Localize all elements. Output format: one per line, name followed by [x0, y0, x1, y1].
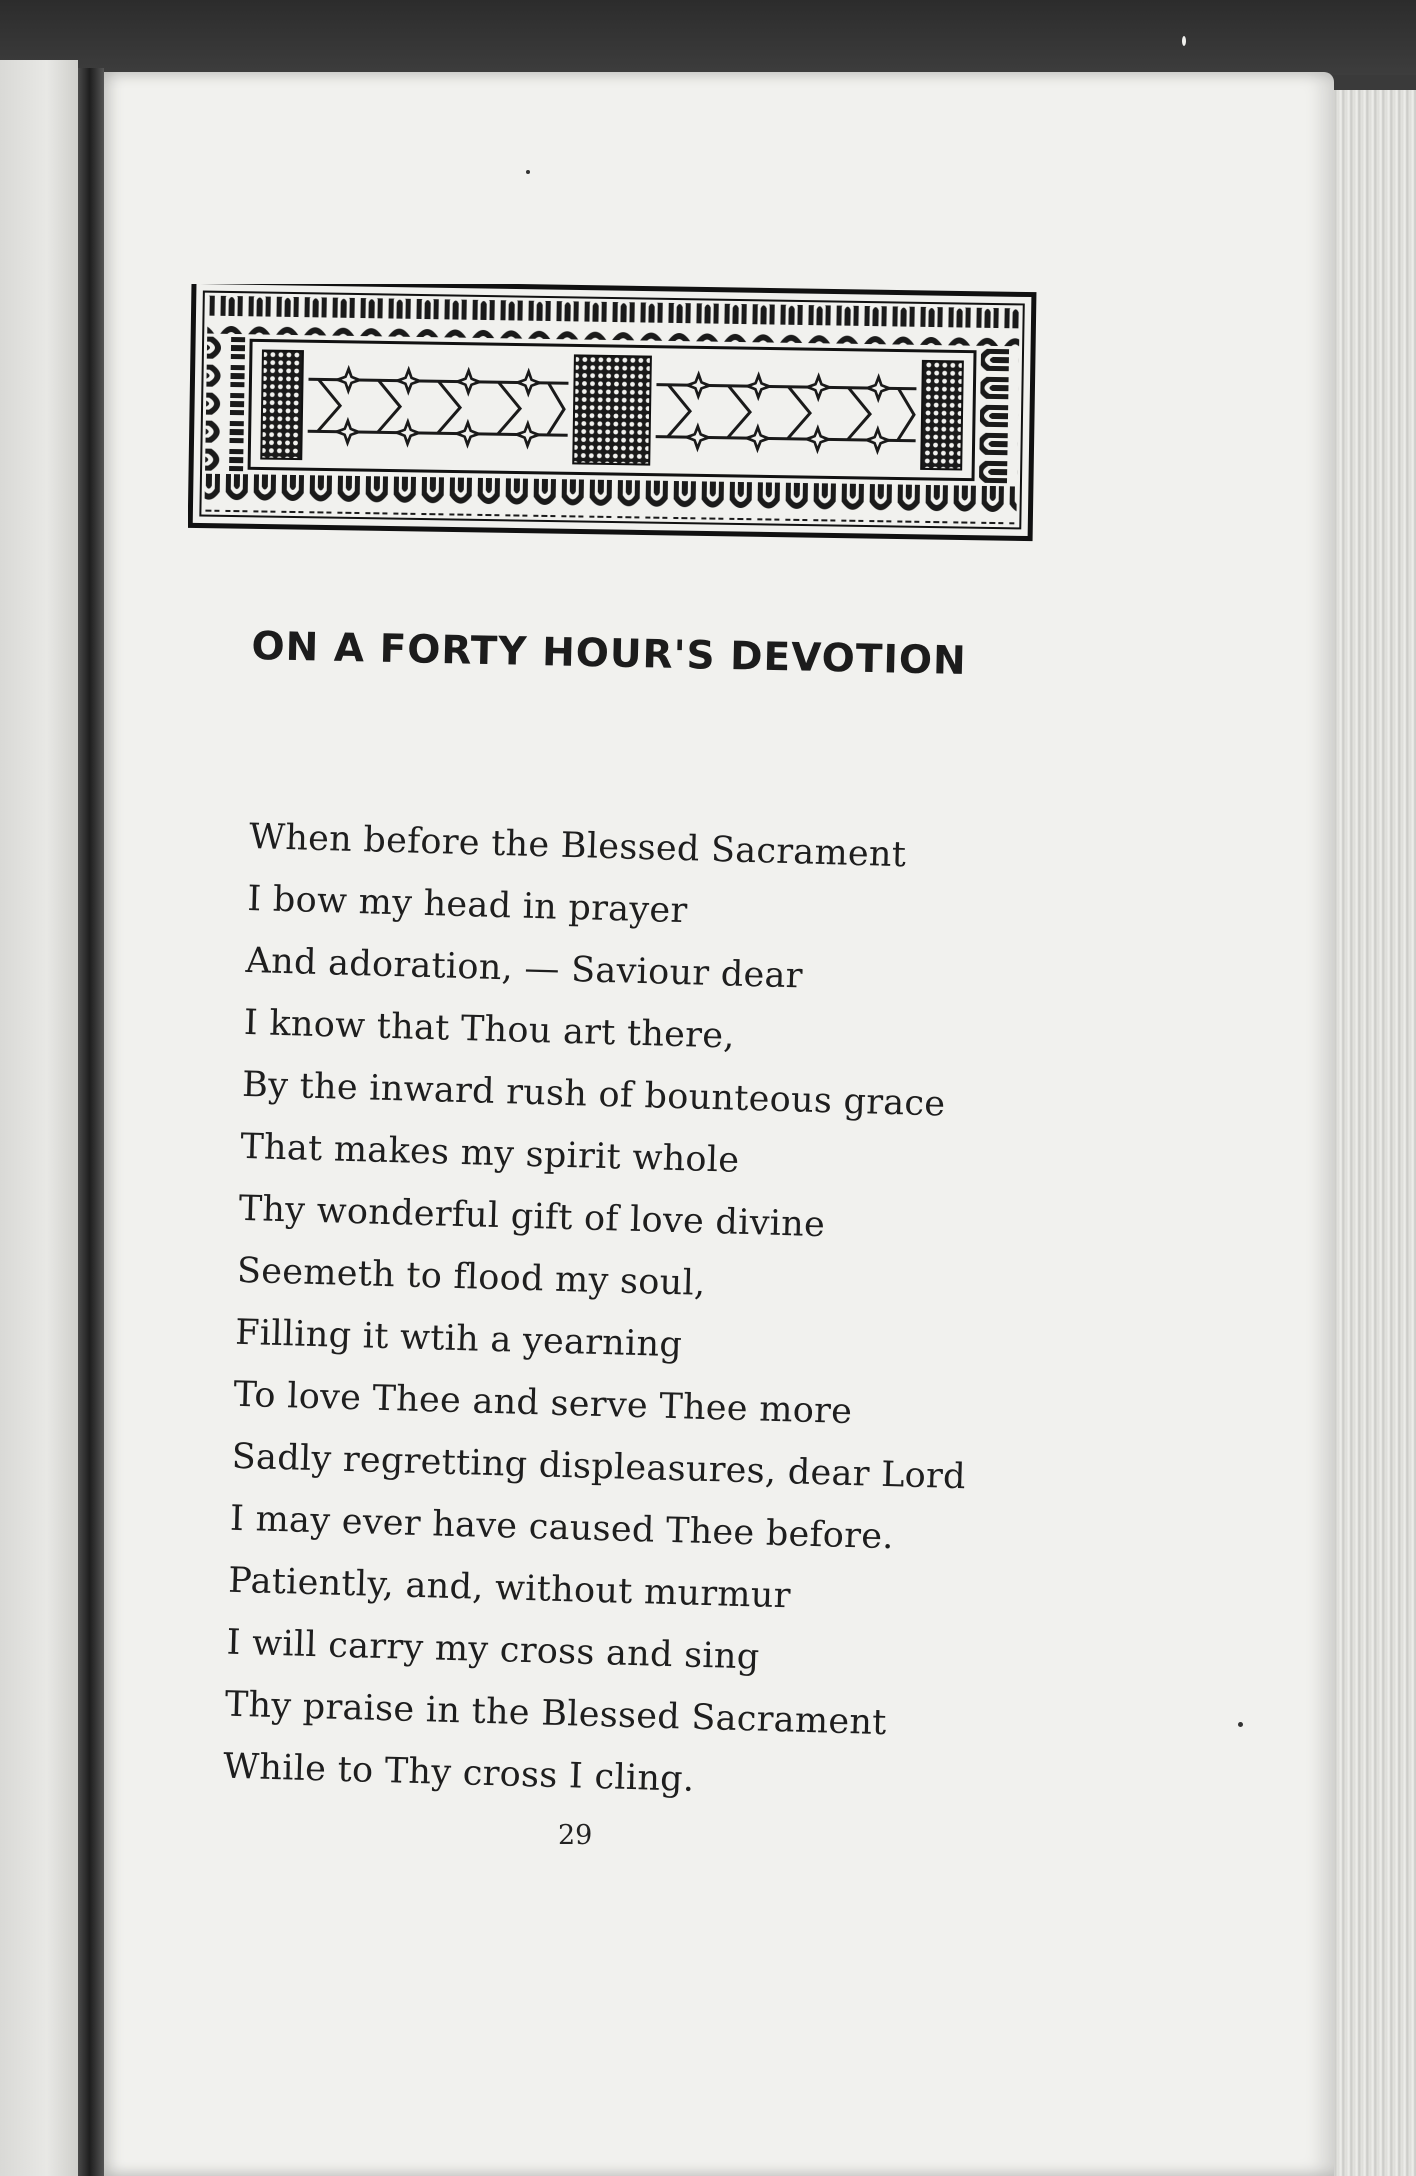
background-shadow	[0, 0, 1416, 75]
poem-line: I bow my head in prayer	[246, 878, 689, 932]
poem-line: I may ever have caused Thee before.	[229, 1498, 895, 1558]
poem-line: Filling it wtih a yearning	[234, 1312, 683, 1366]
paper-speck	[1182, 36, 1186, 46]
poem-line: Seemeth to flood my soul,	[236, 1250, 707, 1304]
poem-line: I will carry my cross and sing	[226, 1622, 761, 1678]
paper-speck	[1238, 1722, 1243, 1727]
poem-line: While to Thy cross I cling.	[222, 1746, 695, 1800]
book-gutter	[78, 68, 104, 2176]
poem-line: Thy praise in the Blessed Sacrament	[224, 1684, 888, 1744]
poem-title: ON A FORTY HOUR'S DEVOTION	[251, 624, 968, 684]
poem-body	[222, 806, 1009, 1819]
poem-line: That makes my spirit whole	[239, 1126, 740, 1181]
poem-line: Sadly regretting displeasures, dear Lord	[231, 1436, 967, 1498]
page-number: 29	[558, 1820, 593, 1851]
poem-line: To love Thee and serve Thee more	[232, 1374, 853, 1433]
poem-line: I know that Thou art there,	[243, 1002, 736, 1057]
paper-speck	[526, 170, 530, 174]
poem-line: And adoration, — Saviour dear	[245, 940, 804, 997]
decorative-header-ornament	[188, 284, 1038, 544]
poem-line: Thy wonderful gift of love divine	[238, 1188, 826, 1246]
facing-page-edge	[0, 60, 78, 2176]
poem-line: By the inward rush of bounteous grace	[241, 1064, 946, 1125]
poem-line: When before the Blessed Sacrament	[248, 816, 907, 876]
poem-line: Patiently, and, without murmur	[227, 1560, 792, 1617]
